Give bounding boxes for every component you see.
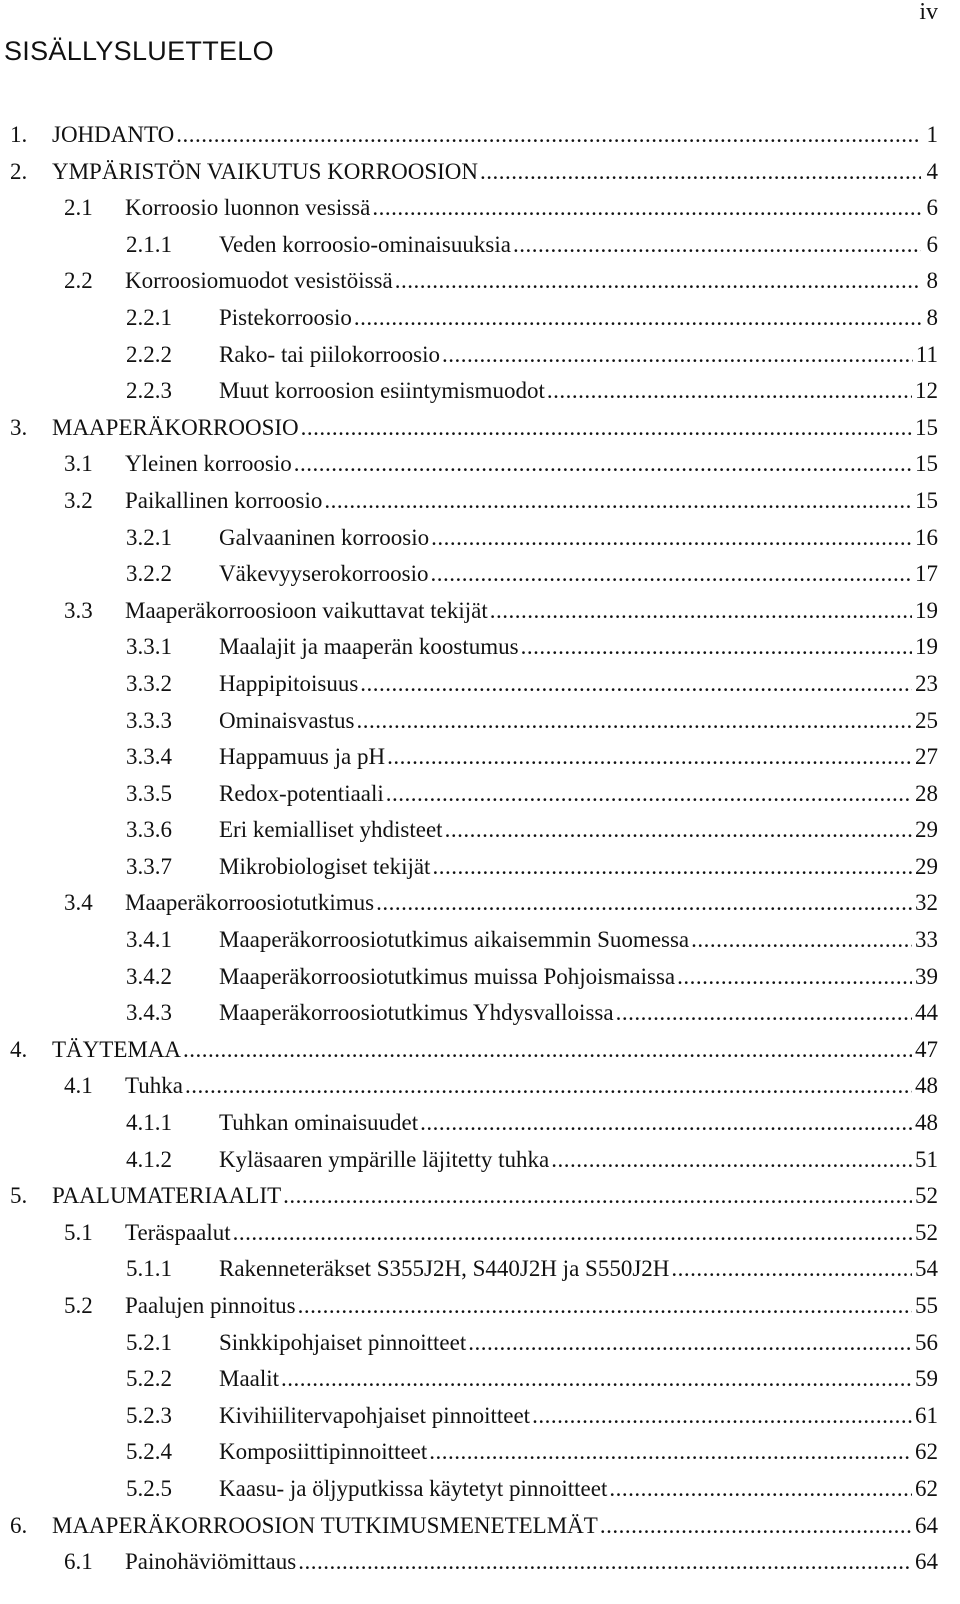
toc-dot-leader <box>431 556 912 593</box>
toc-entry-number: 2. <box>10 158 28 184</box>
toc-entry[interactable] <box>0 995 938 1032</box>
toc-entry-title: Maaperäkorroosiotutkimus <box>125 890 375 916</box>
toc-entry-page: 15 <box>915 487 938 513</box>
toc-entry[interactable] <box>0 520 938 557</box>
toc-dot-leader <box>298 1544 912 1581</box>
toc-entry-page: 62 <box>915 1439 938 1465</box>
toc-entry-page: 15 <box>915 414 938 440</box>
toc-entry[interactable] <box>0 812 938 849</box>
toc-dot-leader <box>691 922 912 959</box>
toc-dot-leader <box>298 1288 912 1325</box>
toc-entry[interactable] <box>0 959 938 996</box>
toc-dot-leader <box>551 1142 912 1179</box>
toc-entry-number: 4.1 <box>64 1073 93 1099</box>
toc-entry-title: MAAPERÄKORROOSIO <box>52 414 299 440</box>
toc-entry[interactable] <box>0 300 938 337</box>
toc-entry-title: Rako- tai piilokorroosio <box>219 341 441 367</box>
toc-entry-number: 3.3.4 <box>126 744 172 770</box>
toc-dot-leader <box>616 995 912 1032</box>
toc-dot-leader <box>513 227 921 264</box>
toc-entry-number: 5.2 <box>64 1293 93 1318</box>
toc-entry-number: 3.3.3 <box>126 707 172 733</box>
toc-dot-leader <box>281 1361 912 1398</box>
toc-entry-title: Paikallinen korroosio <box>125 487 323 513</box>
toc-entry-title: Maaperäkorroosioon vaikuttavat tekijät <box>125 597 488 623</box>
toc-entry[interactable] <box>0 1544 938 1581</box>
toc-entry-page: 12 <box>915 378 938 404</box>
toc-entry-page: 6 <box>926 195 938 221</box>
toc-entry-page: 23 <box>915 670 938 696</box>
toc-entry-number: 3.2.2 <box>126 561 172 587</box>
toc-entry[interactable] <box>0 593 938 630</box>
toc-entry-number: 6. <box>10 1512 28 1538</box>
toc-dot-leader <box>386 776 912 813</box>
toc-entry-page: 52 <box>915 1219 938 1245</box>
toc-entry-page: 29 <box>915 817 938 843</box>
toc-entry-page: 6 <box>926 231 938 257</box>
toc-dot-leader <box>360 666 912 703</box>
toc-entry[interactable] <box>0 117 938 154</box>
toc-entry-number: 3.3.5 <box>126 780 172 806</box>
toc-dot-leader <box>354 300 921 337</box>
toc-entry[interactable] <box>0 154 938 191</box>
toc-entry-title: Maalit <box>219 1366 280 1392</box>
toc-entry-title: YMPÄRISTÖN VAIKUTUS KORROOSION <box>52 158 478 184</box>
toc-entry-page: 32 <box>915 890 938 916</box>
toc-entry-title: Muut korroosion esiintymismuodot <box>219 378 545 404</box>
toc-dot-leader <box>183 1032 912 1069</box>
toc-dot-leader <box>445 812 912 849</box>
toc-entry[interactable] <box>0 922 938 959</box>
toc-dot-leader <box>677 959 912 996</box>
toc-entry-title: Rakenneteräkset S355J2H, S440J2H ja S550J2H <box>219 1256 670 1282</box>
toc-entry-title: Väkevyyserokorroosio <box>219 561 429 587</box>
toc-entry-number: 5.2.4 <box>126 1439 172 1465</box>
toc-entry-title: Maaperäkorroosiotutkimus muissa Pohjoismaissa <box>219 963 676 989</box>
toc-entry-number: 6.1 <box>64 1549 93 1575</box>
toc-entry-page: 11 <box>915 341 938 367</box>
toc-entry-number: 2.2 <box>64 268 93 294</box>
toc-entry-title: Veden korroosio-ominaisuuksia <box>219 231 511 257</box>
toc-dot-leader <box>429 1434 912 1471</box>
toc-entry-number: 3.4.2 <box>126 963 172 989</box>
toc-entry-number: 5.1.1 <box>126 1256 172 1282</box>
toc-entry-number: 3.1 <box>64 451 93 477</box>
toc-entry[interactable] <box>0 1032 938 1069</box>
toc-entry-title: Yleinen korroosio <box>125 451 292 477</box>
toc-dot-leader <box>442 337 913 374</box>
toc-entry-number: 5.2.2 <box>126 1366 172 1392</box>
toc-dot-leader <box>185 1068 912 1105</box>
toc-dot-leader <box>233 1215 912 1252</box>
toc-entry-number: 5. <box>10 1183 28 1209</box>
toc-dot-leader <box>395 263 921 300</box>
toc-entry-number: 5.2.5 <box>126 1475 172 1501</box>
toc-entry-number: 3.3.1 <box>126 634 172 660</box>
toc-entry-page: 54 <box>915 1256 938 1282</box>
toc-dot-leader <box>432 849 912 886</box>
toc-entry-number: 2.2.1 <box>126 304 172 330</box>
toc-entry-title: Kaasu- ja öljyputkissa käytetyt pinnoitteet <box>219 1475 608 1501</box>
toc-entry[interactable] <box>0 703 938 740</box>
toc-entry[interactable] <box>0 1508 938 1545</box>
toc-entry-number: 3.3.2 <box>126 670 172 696</box>
toc-entry[interactable] <box>0 556 938 593</box>
toc-entry-title: Korroosiomuodot vesistöissä <box>125 268 393 294</box>
toc-entry-number: 3.3.6 <box>126 817 172 843</box>
toc-entry-page: 59 <box>915 1366 938 1392</box>
toc-dot-leader <box>283 1178 912 1215</box>
toc-dot-leader <box>480 154 921 191</box>
toc-dot-leader <box>521 629 912 666</box>
toc-entry-title: JOHDANTO <box>52 122 175 147</box>
toc-entry-title: Happipitoisuus <box>219 670 359 696</box>
toc-entry-number: 3.3 <box>64 597 93 623</box>
toc-entry[interactable] <box>0 446 938 483</box>
toc-dot-leader <box>301 410 912 447</box>
toc-entry-title: Painohäviömittaus <box>125 1549 297 1575</box>
toc-entry-page: 17 <box>915 561 938 587</box>
toc-dot-leader <box>468 1325 912 1362</box>
toc-entry[interactable] <box>0 337 938 374</box>
toc-entry-page: 64 <box>915 1549 938 1575</box>
toc-dot-leader <box>609 1471 912 1508</box>
toc-dot-leader <box>372 190 921 227</box>
toc-entry[interactable] <box>0 1325 938 1362</box>
toc-entry[interactable] <box>0 1105 938 1142</box>
toc-entry-number: 5.2.3 <box>126 1402 172 1428</box>
toc-entry[interactable] <box>0 410 938 447</box>
toc-dot-leader <box>387 739 912 776</box>
toc-entry-number: 5.2.1 <box>126 1329 172 1355</box>
toc-entry-title: Kyläsaaren ympärille läjitetty tuhka <box>219 1146 550 1172</box>
page-title: SISÄLLYSLUETTELO <box>4 36 274 66</box>
page-number: iv <box>919 0 938 25</box>
toc-entry-page: 25 <box>915 707 938 733</box>
toc-dot-leader <box>600 1508 912 1545</box>
toc-entry-title: Ominaisvastus <box>219 707 355 733</box>
toc-entry-page: 48 <box>915 1073 938 1099</box>
toc-entry[interactable] <box>0 1178 938 1215</box>
toc-entry-page: 61 <box>915 1402 938 1428</box>
toc-entry-page: 62 <box>915 1475 938 1501</box>
toc-entry-number: 4. <box>10 1036 28 1062</box>
toc-entry-title: Redox-potentiaali <box>219 780 384 806</box>
toc-entry-number: 3.4 <box>64 890 93 916</box>
toc-entry-page: 55 <box>915 1293 938 1318</box>
toc-entry-title: Tuhkan ominaisuudet <box>219 1110 419 1136</box>
toc-entry[interactable] <box>0 1251 938 1288</box>
toc-dot-leader <box>490 593 912 630</box>
toc-entry[interactable] <box>0 1361 938 1398</box>
toc-dot-leader <box>547 373 912 410</box>
toc-entry[interactable] <box>0 227 938 264</box>
toc-entry-number: 5.1 <box>64 1219 93 1245</box>
toc-entry-number: 2.1 <box>64 195 93 221</box>
toc-entry-title: TÄYTEMAA <box>52 1036 182 1062</box>
toc-entry-title: PAALUMATERIAALIT <box>52 1183 282 1209</box>
toc-entry[interactable] <box>0 776 938 813</box>
toc-entry-page: 39 <box>915 963 938 989</box>
toc-entry-number: 4.1.1 <box>126 1110 172 1136</box>
toc-entry[interactable] <box>0 739 938 776</box>
toc-entry-number: 3.4.3 <box>126 1000 172 1026</box>
toc-entry-title: Paalujen pinnoitus <box>125 1293 296 1318</box>
toc-entry-title: Galvaaninen korroosio <box>219 524 430 550</box>
toc-entry[interactable] <box>0 373 938 410</box>
toc-entry[interactable] <box>0 1215 938 1252</box>
toc-entry-page: 33 <box>915 927 938 953</box>
toc-entry-page: 64 <box>915 1512 938 1538</box>
toc-entry-page: 29 <box>915 853 938 879</box>
toc-entry-page: 4 <box>926 158 938 184</box>
toc-entry[interactable] <box>0 190 938 227</box>
toc-entry-title: Sinkkipohjaiset pinnoitteet <box>219 1329 467 1355</box>
toc-entry-number: 4.1.2 <box>126 1146 172 1172</box>
toc-entry-number: 3. <box>10 414 28 440</box>
toc-entry[interactable] <box>0 885 938 922</box>
toc-entry[interactable] <box>0 483 938 520</box>
toc-entry-number: 3.4.1 <box>126 927 172 953</box>
toc-entry-title: Maaperäkorroosiotutkimus aikaisemmin Suomessa <box>219 927 690 953</box>
toc-dot-leader <box>176 117 921 154</box>
toc-entry-title: Pistekorroosio <box>219 304 352 330</box>
toc-entry[interactable] <box>0 1434 938 1471</box>
toc-entry-title: Tuhka <box>125 1073 183 1099</box>
toc-entry-number: 3.3.7 <box>126 853 172 879</box>
toc-entry[interactable] <box>0 1068 938 1105</box>
toc-entry[interactable] <box>0 1142 938 1179</box>
toc-entry-page: 19 <box>915 634 938 660</box>
toc-dot-leader <box>356 703 912 740</box>
toc-entry-title: Maaperäkorroosiotutkimus Yhdysvalloissa <box>219 1000 614 1026</box>
toc-entry-number: 2.1.1 <box>126 231 172 257</box>
toc-entry-number: 3.2.1 <box>126 524 172 550</box>
toc-entry-page: 28 <box>915 780 938 806</box>
toc-entry-title: Maalajit ja maaperän koostumus <box>219 634 519 660</box>
toc-entry-page: 8 <box>926 268 938 294</box>
toc-entry-page: 19 <box>915 597 938 623</box>
toc-dot-leader <box>294 446 912 483</box>
toc-entry-page: 8 <box>926 304 938 330</box>
toc-entry-page: 1 <box>926 122 938 147</box>
toc-entry-page: 52 <box>915 1183 938 1209</box>
toc-entry-number: 2.2.3 <box>126 378 172 404</box>
table-of-contents <box>0 117 938 1581</box>
toc-entry[interactable] <box>0 629 938 666</box>
toc-entry-title: Kivihiilitervapohjaiset pinnoitteet <box>219 1402 531 1428</box>
toc-dot-leader <box>324 483 912 520</box>
toc-dot-leader <box>532 1398 912 1435</box>
toc-entry-page: 47 <box>915 1036 938 1062</box>
toc-entry[interactable] <box>0 1398 938 1435</box>
toc-entry-page: 15 <box>915 451 938 477</box>
toc-entry[interactable] <box>0 849 938 886</box>
toc-entry-title: Komposiittipinnoitteet <box>219 1439 428 1465</box>
toc-entry-title: MAAPERÄKORROOSION TUTKIMUSMENETELMÄT <box>52 1512 598 1538</box>
toc-dot-leader <box>671 1251 912 1288</box>
toc-entry-title: Eri kemialliset yhdisteet <box>219 817 443 843</box>
toc-entry-page: 48 <box>915 1110 938 1136</box>
toc-entry-page: 51 <box>915 1146 938 1172</box>
toc-entry-title: Mikrobiologiset tekijät <box>219 853 431 879</box>
toc-entry-page: 16 <box>915 524 938 550</box>
toc-entry-title: Korroosio luonnon vesissä <box>125 195 371 221</box>
toc-dot-leader <box>431 520 912 557</box>
toc-entry-title: Teräspaalut <box>125 1219 231 1245</box>
toc-entry-page: 44 <box>915 1000 938 1026</box>
toc-entry-page: 27 <box>915 744 938 770</box>
toc-entry[interactable] <box>0 263 938 300</box>
toc-dot-leader <box>376 885 912 922</box>
toc-entry-title: Happamuus ja pH <box>219 744 386 770</box>
toc-entry-number: 2.2.2 <box>126 341 172 367</box>
toc-entry-number: 1. <box>10 122 28 147</box>
toc-entry[interactable] <box>0 1471 938 1508</box>
toc-entry-number: 3.2 <box>64 487 93 513</box>
toc-dot-leader <box>420 1105 912 1142</box>
toc-entry[interactable] <box>0 1288 938 1325</box>
toc-entry-page: 56 <box>915 1329 938 1355</box>
toc-entry[interactable] <box>0 666 938 703</box>
